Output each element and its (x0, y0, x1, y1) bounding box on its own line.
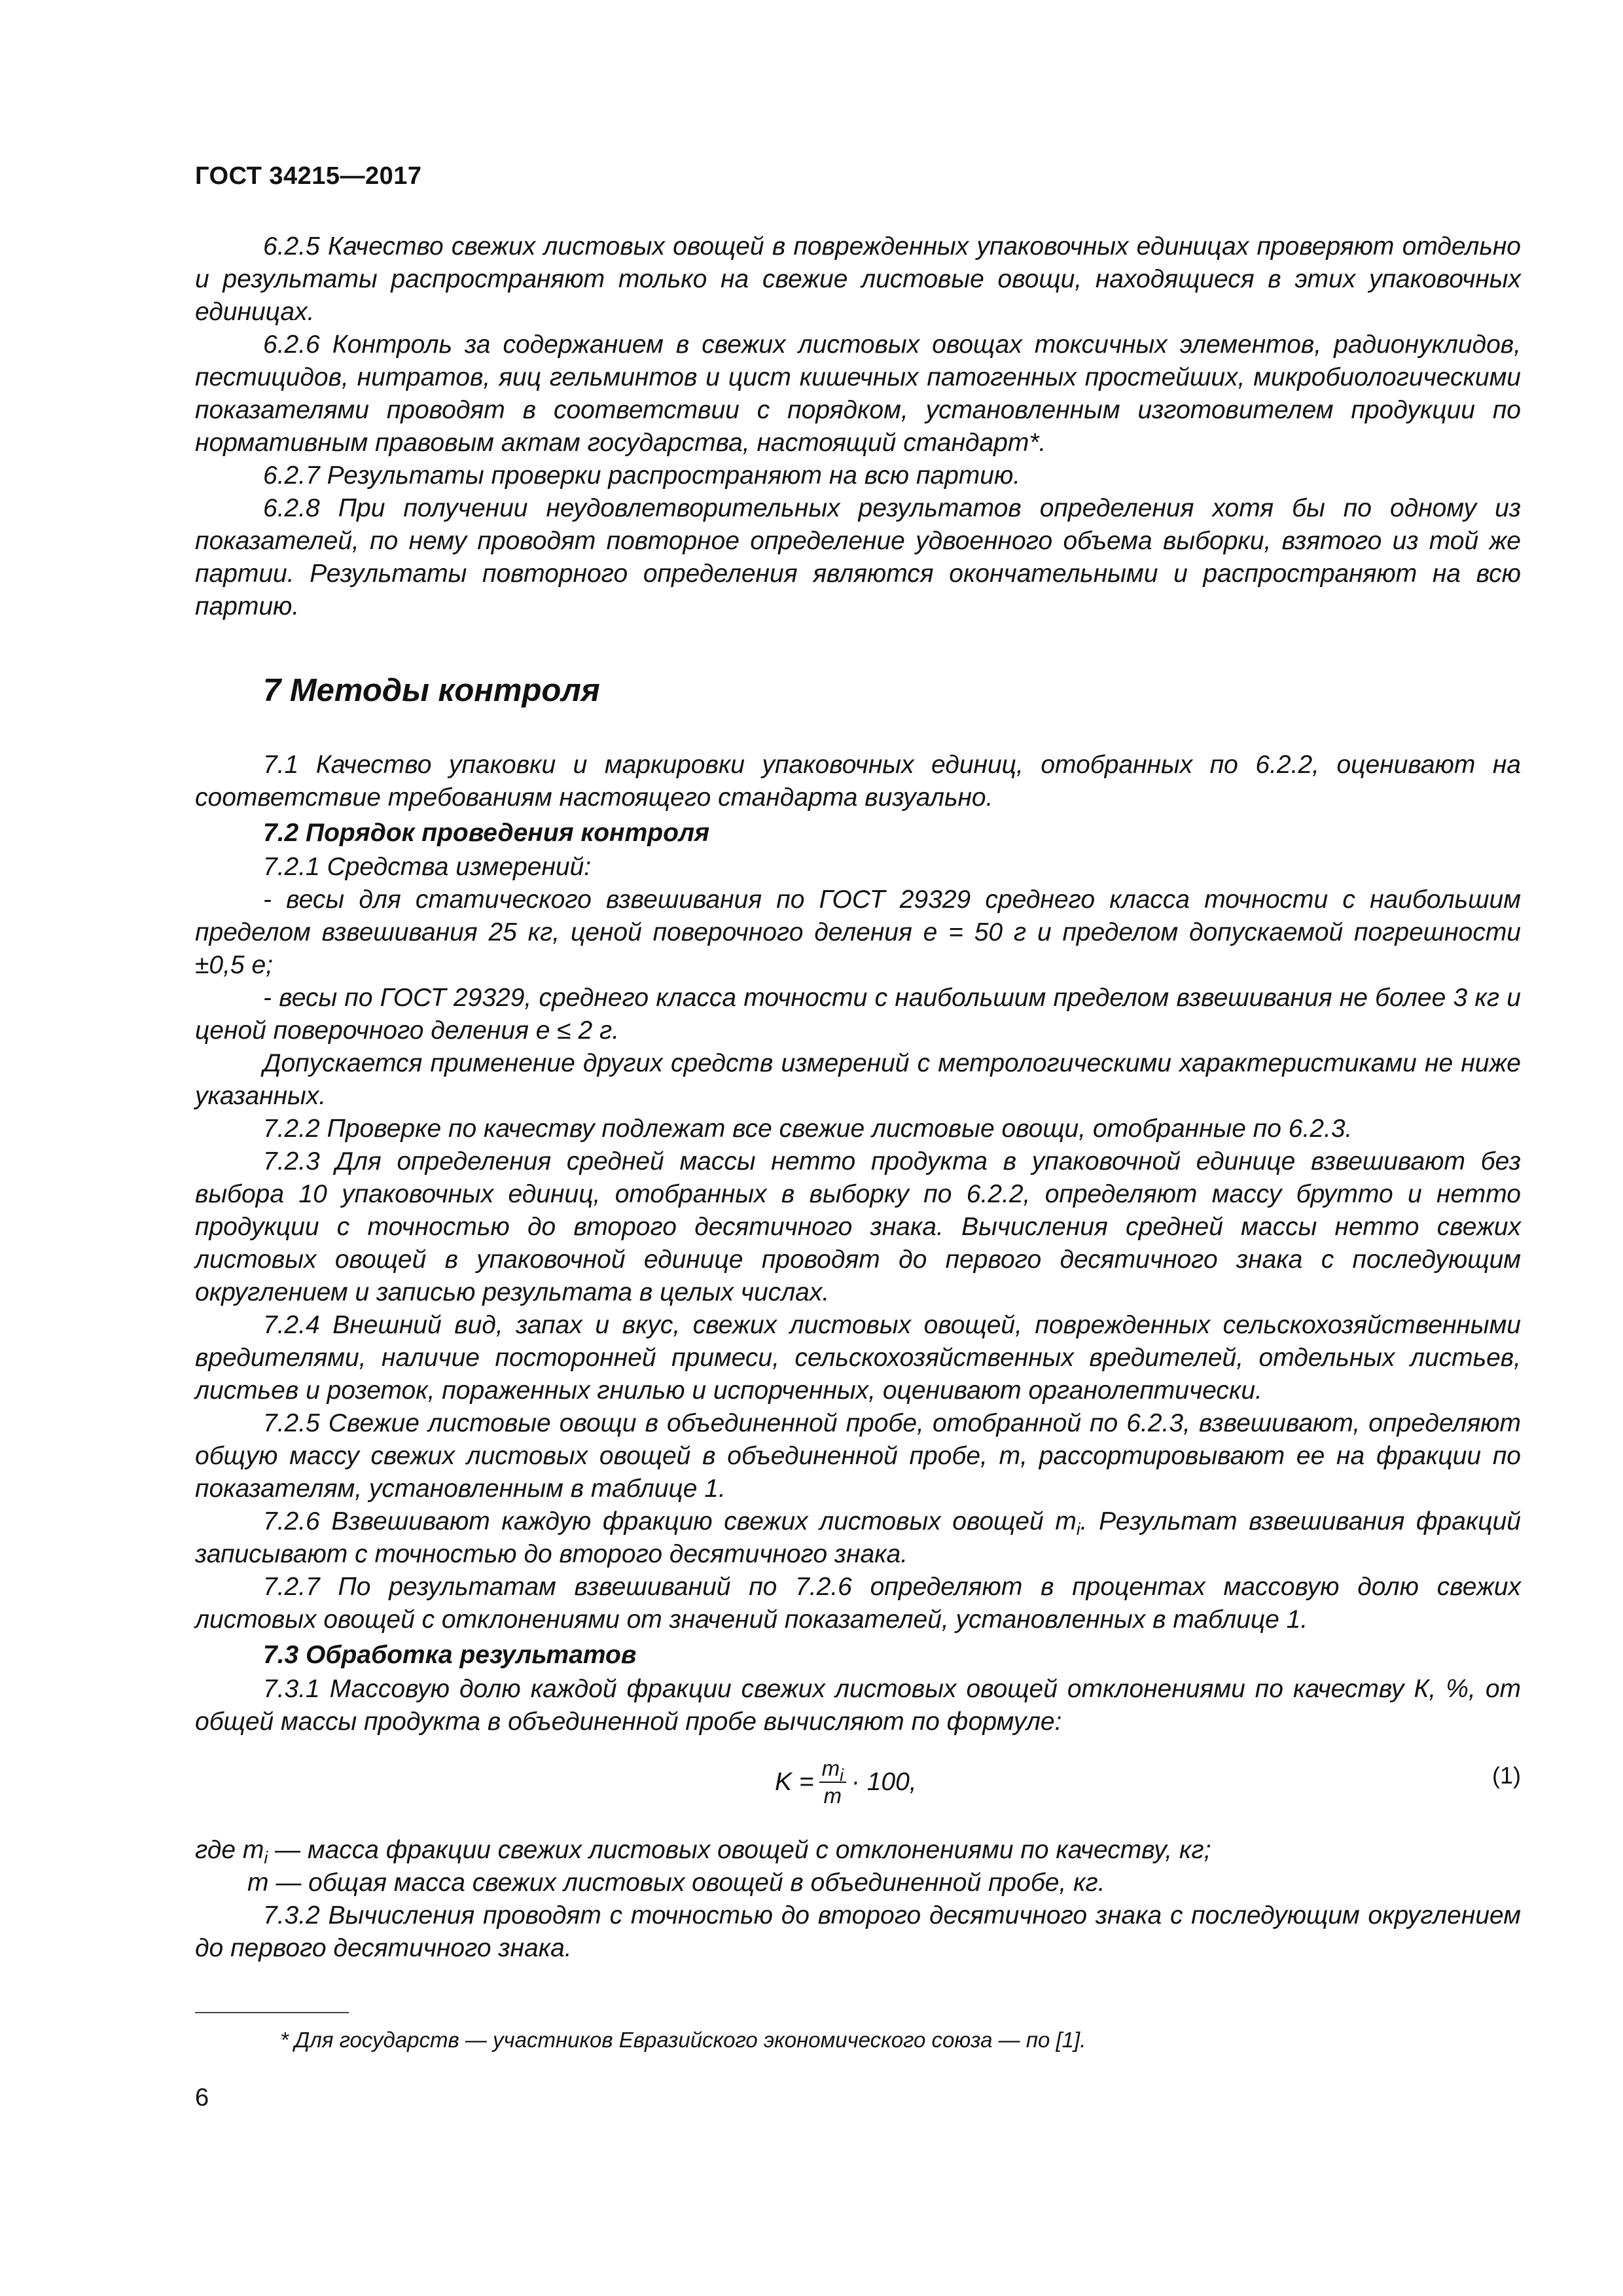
paragraph-7-2-1: 7.2.1 Средства измерений: (263, 853, 592, 881)
paragraph-7-3-2: 7.3.2 Вычисления проводят с точностью до второго десятичного знака с последующим округлением до первого десятичного знака. (195, 1901, 1521, 1962)
paragraph-7-2-2: 7.2.2 Проверке по качеству подлежат все свежие листовые овощи, отобранные по 6.2.3. (263, 1115, 1353, 1143)
paragraph-6-2-6: 6.2.6 Контроль за содержанием в свежих листовых овощах токсичных элементов, радионуклидов, пестицидов, нитратов, яиц гельминтов и цист кишечных патогенных простейших, микробиологическими показателями проводят в соответствии с порядком, установленным изготовителем продукции по нормативным правовым актам государства, настоящий стандарт*. (195, 331, 1521, 457)
document-body (195, 230, 1521, 1965)
footnote: * Для государств — участников Евразийского экономического союза — по [1]. (280, 2028, 1086, 2052)
paragraph-7-1: 7.1 Качество упаковки и маркировки упаковочных единиц, отобранных по 6.2.2, оценивают на соответствие требованиям настоящего стандарта визуально. (195, 751, 1521, 812)
subsection-7-2-heading: 7.2 Порядок проведения контроля (263, 819, 710, 847)
paragraph-7-2-5: 7.2.5 Свежие листовые овощи в объединенной пробе, отобранной по 6.2.3, взвешивают, определяют общую массу свежих листовых овощей в объединенной пробе, m, рассортировывают ее на фракции по показателям, установленным в таблице 1. (195, 1409, 1521, 1503)
page-number: 6 (195, 2084, 209, 2111)
paragraph-7-2-7: 7.2.7 По результатам взвешиваний по 7.2.6 определяют в процентах массовую долю свежих листовых овощей с отклонениями от значений показателей, установленных в таблице 1. (195, 1573, 1521, 1634)
paragraph-allowed-instruments: Допускается применение других средств измерений с метрологическими характеристиками не ниже указанных. (195, 1049, 1521, 1110)
paragraph-6-2-8: 6.2.8 При получении неудовлетворительных результатов определения хотя бы по одному из показателей, по нему проводят повторное определение удвоенного объема выборки, взятого из той же партии. Результаты повторного определения являются окончательными и распространяют на всю партию. (195, 494, 1521, 620)
paragraph-7-2-6-text-a: 7.2.6 Взвешивают каждую фракцию свежих листовых овощей m (263, 1507, 1077, 1535)
subscript-i: i (1076, 1519, 1080, 1539)
formula-lhs: K = (775, 1768, 814, 1796)
where-clause-mi (195, 1834, 1521, 1867)
list-item-scales-1: - весы для статического взвешивания по ГОСТ 29329 среднего класса точности с наибольшим пределом взвешивания 25 кг, ценой поверочного деления е = 50 г и пределом допускаемой погрешности ±0,5 е; (195, 886, 1521, 979)
where-mi-post: — масса фракции свежих листовых овощей с отклонениями по качеству, кг; (268, 1836, 1211, 1864)
subsection-7-3-heading: 7.3 Обработка результатов (263, 1641, 637, 1669)
formula-numerator-sub: i (840, 1765, 844, 1785)
where-clause-m: m — общая масса свежих листовых овощей в объединенной пробе, кг. (247, 1869, 1105, 1897)
formula-numerator-m: m (821, 1756, 840, 1780)
formula-block (195, 1749, 1521, 1827)
footnote-divider (195, 2012, 349, 2013)
formula-fraction (819, 1755, 846, 1809)
formula-k (775, 1755, 917, 1809)
formula-rhs: · 100, (851, 1768, 917, 1796)
formula-denominator: m (823, 1784, 842, 1808)
paragraph-7-2-6 (195, 1505, 1521, 1571)
paragraph-7-2-6-text-b: . Результат взвешивания фракций записывают с точностью до второго десятичного знака. (195, 1507, 1521, 1568)
paragraph-6-2-5: 6.2.5 Качество свежих листовых овощей в поврежденных упаковочных единицах проверяют отдельно и результаты распространяют только на свежие листовые овощи, находящиеся в этих упаковочных единицах. (195, 232, 1521, 326)
paragraph-7-2-4: 7.2.4 Внешний вид, запах и вкус, свежих листовых овощей, поврежденных сельскохозяйственными вредителями, наличие посторонней примеси, сельскохозяйственных вредителей, отдельных листьев, листьев и розеток, пораженных гнилью и испорченных, оценивают органолептически. (195, 1311, 1521, 1405)
document-header: ГОСТ 34215—2017 (195, 162, 422, 190)
formula-numerator (819, 1755, 846, 1783)
section-7-heading: 7 Методы контроля (263, 673, 600, 708)
where-mi-sub: i (264, 1848, 268, 1867)
paragraph-7-2-3: 7.2.3 Для определения средней массы нетто продукта в упаковочной единице взвешивают без выбора 10 упаковочных единиц, отобранных в выборку по 6.2.2, определяют массу брутто и нетто продукции с точностью до второго десятичного знака. Вычисления средней массы нетто свежих листовых овощей в упаковочной единице проводят до первого десятичного знака с последующим округлением и записью результата в целых числах. (195, 1147, 1521, 1306)
where-mi-pre: где m (195, 1836, 264, 1864)
paragraph-6-2-7: 6.2.7 Результаты проверки распространяют на всю партию. (263, 461, 1021, 490)
formula-number: (1) (1492, 1762, 1521, 1789)
list-item-scales-2: - весы по ГОСТ 29329, среднего класса точности с наибольшим пределом взвешивания не более 3 кг и ценой поверочного деления е ≤ 2 г. (195, 984, 1521, 1045)
paragraph-7-3-1: 7.3.1 Массовую долю каждой фракции свежих листовых овощей отклонениями по качеству К, %, от общей массы продукта в объединенной пробе вычисляют по формуле: (195, 1675, 1521, 1736)
